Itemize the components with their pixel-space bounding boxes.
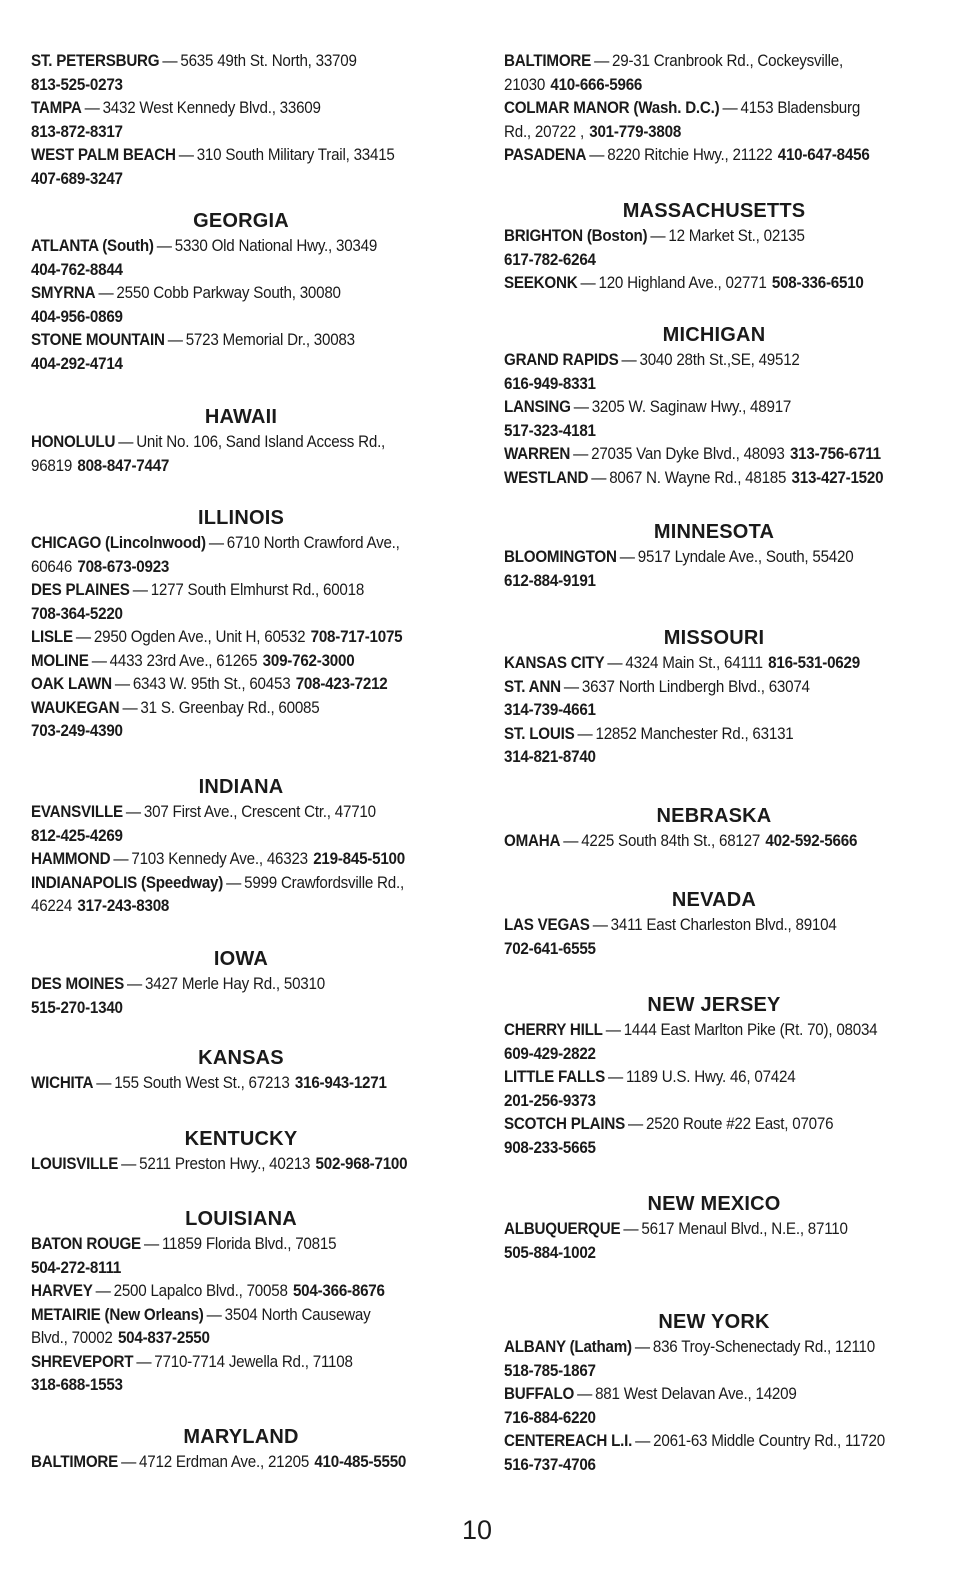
store-city: LISLE bbox=[31, 628, 73, 646]
store-address: 3427 Merle Hay Rd., 50310 bbox=[145, 975, 325, 993]
store-phone: 309-762-3000 bbox=[262, 651, 355, 670]
store-phone: 313-427-1520 bbox=[791, 468, 884, 487]
state-heading-louisiana: LOUISIANA bbox=[185, 1208, 297, 1230]
store-city: BRIGHTON (Boston) bbox=[504, 227, 648, 245]
dash-separator: — bbox=[208, 534, 224, 552]
store-listing-indianapolis-speedway bbox=[31, 872, 448, 919]
store-listing-colmar-manor-wash-d-c bbox=[504, 97, 921, 144]
store-city: ST. ANN bbox=[504, 677, 561, 696]
store-phone: 314-821-8740 bbox=[504, 748, 596, 766]
store-phone: 404-292-4714 bbox=[31, 354, 123, 373]
store-city: ST. PETERSBURG bbox=[31, 52, 160, 70]
store-listing-pasadena bbox=[504, 144, 921, 168]
store-listing-st-petersburg bbox=[31, 50, 448, 97]
store-address: 6343 W. 95th St., 60453 bbox=[132, 675, 291, 693]
store-city: SMYRNA bbox=[31, 284, 96, 302]
state-heading-kansas: KANSAS bbox=[198, 1047, 284, 1069]
dash-separator: — bbox=[118, 433, 134, 451]
state-heading-iowa: IOWA bbox=[213, 948, 269, 970]
dash-separator: — bbox=[650, 227, 666, 245]
store-address: 3411 East Charleston Blvd., 89104 bbox=[610, 916, 837, 934]
store-city: WARREN bbox=[504, 445, 571, 463]
dash-separator: — bbox=[563, 677, 579, 696]
store-listing-warren bbox=[504, 443, 921, 467]
store-listing-scotch-plains bbox=[504, 1113, 921, 1160]
dash-separator: — bbox=[608, 1068, 623, 1086]
store-phone: 518-785-1867 bbox=[504, 1361, 596, 1380]
dash-separator: — bbox=[573, 398, 589, 416]
state-heading-maryland: MARYLAND bbox=[183, 1426, 299, 1448]
store-address: 1277 South Elmhurst Rd., 60018 bbox=[150, 581, 365, 599]
store-listing-las-vegas bbox=[504, 914, 921, 961]
store-city: LOUISVILLE bbox=[31, 1155, 119, 1173]
store-address: 27035 Van Dyke Blvd., 48093 bbox=[591, 445, 785, 463]
store-phone: 316-943-1271 bbox=[294, 1074, 387, 1092]
store-city: DES PLAINES bbox=[31, 581, 130, 599]
store-address: 3504 North Causeway bbox=[224, 1305, 371, 1324]
store-phone: 301-779-3808 bbox=[589, 122, 682, 141]
store-address: 31 S. Greenbay Rd., 60085 bbox=[140, 698, 320, 717]
store-city: LITTLE FALLS bbox=[504, 1068, 605, 1086]
store-phone: 612-884-9191 bbox=[504, 571, 596, 590]
store-address: 4433 23rd Ave., 61265 bbox=[109, 651, 258, 670]
store-city: KANSAS CITY bbox=[504, 654, 605, 672]
dash-separator: — bbox=[206, 1305, 222, 1324]
store-address: 5999 Crawfordsville Rd., bbox=[244, 873, 404, 892]
store-city: DES MOINES bbox=[31, 975, 125, 993]
store-phone: 708-717-1075 bbox=[310, 628, 403, 646]
dash-separator: — bbox=[605, 1021, 621, 1039]
dash-separator: — bbox=[132, 581, 148, 599]
store-city: METAIRIE (New Orleans) bbox=[31, 1305, 204, 1324]
store-phone: 504-272-8111 bbox=[31, 1258, 122, 1277]
store-listing-seekonk bbox=[504, 272, 921, 296]
state-heading-new-jersey: NEW JERSEY bbox=[647, 994, 781, 1016]
store-phone: 616-949-8331 bbox=[504, 374, 596, 393]
store-listing-smyrna bbox=[31, 282, 448, 329]
dash-separator: — bbox=[577, 1385, 593, 1403]
store-phone: 708-673-0923 bbox=[77, 557, 170, 576]
dash-separator: — bbox=[178, 146, 194, 164]
store-city: BLOOMINGTON bbox=[504, 548, 617, 566]
store-listing-wichita bbox=[31, 1072, 448, 1096]
store-address: 3637 North Lindbergh Blvd., 63074 bbox=[581, 677, 810, 696]
dash-separator: — bbox=[125, 803, 141, 821]
store-address: 9517 Lyndale Ave., South, 55420 bbox=[637, 548, 854, 566]
store-city: ST. LOUIS bbox=[504, 724, 575, 743]
dash-separator: — bbox=[121, 1453, 137, 1471]
store-address: Unit No. 106, Sand Island Access Rd., bbox=[136, 433, 386, 451]
dash-separator: — bbox=[122, 698, 138, 717]
store-address: 7710-7714 Jewella Rd., 71108 bbox=[154, 1352, 353, 1371]
store-address-cont: 60646 bbox=[31, 557, 73, 576]
store-address: 1189 U.S. Hwy. 46, 07424 bbox=[625, 1068, 796, 1086]
store-city: OMAHA bbox=[504, 832, 561, 850]
store-city: EVANSVILLE bbox=[31, 803, 123, 821]
store-city: OAK LAWN bbox=[31, 675, 112, 693]
store-address-cont: Rd., 20722 , bbox=[504, 122, 584, 141]
dash-separator: — bbox=[226, 873, 242, 892]
store-listing-st-ann bbox=[504, 676, 921, 723]
dash-separator: — bbox=[114, 675, 130, 693]
store-listing-moline bbox=[31, 650, 448, 674]
dash-separator: — bbox=[589, 146, 605, 164]
store-address-cont: 21030 bbox=[504, 75, 546, 94]
dash-separator: — bbox=[563, 832, 579, 850]
store-address: 2061-63 Middle Country Rd., 11720 bbox=[653, 1432, 885, 1450]
store-phone: 813-872-8317 bbox=[31, 122, 123, 141]
store-phone: 716-884-6220 bbox=[504, 1408, 596, 1427]
store-listing-kansas-city bbox=[504, 652, 921, 676]
store-phone: 813-525-0273 bbox=[31, 75, 123, 94]
store-city: WICHITA bbox=[31, 1074, 94, 1092]
store-listing-oak-lawn bbox=[31, 673, 448, 697]
dash-separator: — bbox=[621, 351, 637, 369]
state-heading-hawaii: HAWAII bbox=[204, 406, 278, 428]
store-listing-chicago-lincolnwood bbox=[31, 532, 448, 579]
store-city: BALTIMORE bbox=[504, 52, 592, 70]
dash-separator: — bbox=[722, 99, 738, 117]
store-address: 155 South West St., 67213 bbox=[114, 1074, 290, 1092]
store-phone: 201-256-9373 bbox=[504, 1091, 596, 1110]
store-city: SHREVEPORT bbox=[31, 1352, 134, 1371]
store-phone: 609-429-2822 bbox=[504, 1044, 596, 1063]
dash-separator: — bbox=[594, 52, 610, 70]
store-city: HARVEY bbox=[31, 1282, 93, 1300]
dash-separator: — bbox=[592, 916, 608, 934]
store-address: 8067 N. Wayne Rd., 48185 bbox=[609, 468, 787, 487]
store-phone: 516-737-4706 bbox=[504, 1455, 596, 1474]
page-number: 10 bbox=[461, 1515, 493, 1545]
store-address-cont: Blvd., 70002 bbox=[31, 1329, 113, 1347]
store-address: 4153 Bladensburg bbox=[740, 99, 861, 117]
store-city: LAS VEGAS bbox=[504, 916, 590, 934]
state-heading-new-york: NEW YORK bbox=[658, 1311, 770, 1333]
state-heading-indiana: INDIANA bbox=[198, 776, 284, 798]
store-city: BALTIMORE bbox=[31, 1453, 119, 1471]
store-address: 1444 East Marlton Pike (Rt. 70), 08034 bbox=[623, 1021, 878, 1039]
store-phone: 515-270-1340 bbox=[31, 998, 123, 1017]
store-listing-lansing bbox=[504, 396, 921, 443]
store-phone: 517-323-4181 bbox=[504, 421, 596, 440]
store-phone: 502-968-7100 bbox=[315, 1155, 408, 1173]
dash-separator: — bbox=[167, 331, 183, 349]
store-phone: 313-756-6711 bbox=[789, 445, 881, 463]
store-listing-baltimore bbox=[504, 50, 921, 97]
dash-separator: — bbox=[84, 99, 100, 117]
store-city: WAUKEGAN bbox=[31, 698, 120, 717]
store-address: 836 Troy-Schenectady Rd., 12110 bbox=[652, 1338, 875, 1356]
dash-separator: — bbox=[573, 445, 589, 463]
state-heading-kentucky: KENTUCKY bbox=[184, 1128, 298, 1150]
dash-separator: — bbox=[635, 1432, 651, 1450]
dash-separator: — bbox=[577, 724, 593, 743]
store-listing-centereach-l-i bbox=[504, 1430, 921, 1477]
store-address: 5723 Memorial Dr., 30083 bbox=[185, 331, 355, 349]
store-address: 5211 Preston Hwy., 40213 bbox=[139, 1155, 311, 1173]
store-address: 2520 Route #22 East, 07076 bbox=[646, 1115, 834, 1133]
state-heading-georgia: GEORGIA bbox=[193, 210, 289, 232]
store-phone: 402-592-5666 bbox=[765, 832, 858, 850]
store-city: WESTLAND bbox=[504, 468, 589, 487]
store-city: STONE MOUNTAIN bbox=[31, 331, 165, 349]
store-listing-waukegan bbox=[31, 697, 448, 744]
state-heading-illinois: ILLINOIS bbox=[197, 507, 285, 529]
store-city: CENTEREACH L.I. bbox=[504, 1432, 633, 1450]
store-city: COLMAR MANOR (Wash. D.C.) bbox=[504, 99, 720, 117]
dash-separator: — bbox=[95, 1282, 111, 1300]
store-listing-buffalo bbox=[504, 1383, 921, 1430]
state-heading-nevada: NEVADA bbox=[671, 889, 757, 911]
dash-separator: — bbox=[121, 1155, 137, 1173]
store-city: WEST PALM BEACH bbox=[31, 146, 176, 164]
state-heading-massachusetts: MASSACHUSETTS bbox=[622, 200, 806, 222]
store-phone: 410-666-5966 bbox=[550, 75, 643, 94]
state-heading-missouri: MISSOURI bbox=[663, 627, 765, 649]
store-phone: 708-364-5220 bbox=[31, 604, 123, 623]
dash-separator: — bbox=[98, 284, 114, 302]
store-city: PASADENA bbox=[504, 146, 587, 164]
store-listing-stone-mountain bbox=[31, 329, 448, 376]
state-heading-michigan: MICHIGAN bbox=[662, 324, 766, 346]
store-listing-cherry-hill bbox=[504, 1019, 921, 1066]
dash-separator: — bbox=[156, 237, 172, 255]
dash-separator: — bbox=[607, 654, 623, 672]
store-listing-baton-rouge bbox=[31, 1233, 448, 1280]
store-city: CHERRY HILL bbox=[504, 1021, 603, 1039]
store-phone: 703-249-4390 bbox=[31, 722, 123, 740]
store-city: ALBANY (Latham) bbox=[504, 1338, 632, 1356]
dash-separator: — bbox=[634, 1338, 650, 1356]
store-address: 881 West Delavan Ave., 14209 bbox=[595, 1385, 797, 1403]
store-phone: 314-739-4661 bbox=[504, 701, 596, 719]
store-phone: 219-845-5100 bbox=[313, 850, 405, 868]
dash-separator: — bbox=[136, 1352, 152, 1371]
store-listing-honolulu bbox=[31, 431, 448, 478]
store-address: 4712 Erdman Ave., 21205 bbox=[139, 1453, 310, 1471]
dash-separator: — bbox=[619, 548, 635, 566]
store-address: 3040 28th St.,SE, 49512 bbox=[639, 351, 800, 369]
store-phone: 407-689-3247 bbox=[31, 169, 123, 188]
store-listing-baltimore bbox=[31, 1451, 448, 1475]
store-listing-shreveport bbox=[31, 1351, 448, 1398]
store-listing-harvey bbox=[31, 1280, 448, 1304]
store-phone: 504-366-8676 bbox=[292, 1282, 385, 1300]
store-address: 3205 W. Saginaw Hwy., 48917 bbox=[591, 398, 792, 416]
store-address: 5617 Menaul Blvd., N.E., 87110 bbox=[641, 1220, 848, 1238]
state-heading-minnesota: MINNESOTA bbox=[653, 521, 775, 543]
store-city: HONOLULU bbox=[31, 433, 116, 451]
store-listing-des-plaines bbox=[31, 579, 448, 626]
store-phone: 504-837-2550 bbox=[117, 1329, 210, 1347]
dash-separator: — bbox=[580, 274, 596, 292]
store-listing-albuquerque bbox=[504, 1218, 921, 1265]
store-phone: 318-688-1553 bbox=[31, 1376, 123, 1394]
store-city: BUFFALO bbox=[504, 1385, 575, 1403]
store-address: 4324 Main St., 64111 bbox=[625, 654, 763, 672]
state-heading-new-mexico: NEW MEXICO bbox=[647, 1193, 781, 1215]
dash-separator: — bbox=[628, 1115, 643, 1133]
store-listing-brighton-boston bbox=[504, 225, 921, 272]
store-listing-little-falls bbox=[504, 1066, 921, 1113]
store-address: 4225 South 84th St., 68127 bbox=[581, 832, 761, 850]
store-listing-albany-latham bbox=[504, 1336, 921, 1383]
store-city: LANSING bbox=[504, 398, 571, 416]
store-phone: 508-336-6510 bbox=[771, 274, 864, 292]
dash-separator: — bbox=[75, 628, 91, 646]
store-city: CHICAGO (Lincolnwood) bbox=[31, 534, 206, 552]
store-listing-grand-rapids bbox=[504, 349, 921, 396]
store-address-cont: 46224 bbox=[31, 897, 73, 915]
store-address: 3432 West Kennedy Blvd., 33609 bbox=[102, 99, 321, 117]
store-city: GRAND RAPIDS bbox=[504, 351, 619, 369]
store-phone: 317-243-8308 bbox=[77, 897, 170, 915]
dash-separator: — bbox=[91, 651, 107, 670]
dash-separator: — bbox=[113, 850, 129, 868]
store-city: HAMMOND bbox=[31, 850, 111, 868]
store-phone: 410-647-8456 bbox=[777, 146, 870, 164]
store-city: SEEKONK bbox=[504, 274, 578, 292]
dash-separator: — bbox=[143, 1235, 159, 1253]
store-listing-hammond bbox=[31, 848, 448, 872]
store-listing-tampa bbox=[31, 97, 448, 144]
store-phone: 908-233-5665 bbox=[504, 1138, 596, 1157]
store-city: TAMPA bbox=[31, 99, 82, 117]
store-address: 307 First Ave., Crescent Ctr., 47710 bbox=[143, 803, 376, 821]
store-address: 5635 49th St. North, 33709 bbox=[180, 52, 357, 70]
dash-separator: — bbox=[623, 1220, 639, 1238]
store-address: 12852 Manchester Rd., 63131 bbox=[595, 724, 794, 743]
store-address: 12 Market St., 02135 bbox=[668, 227, 805, 245]
dash-separator: — bbox=[127, 975, 143, 993]
store-listing-st-louis bbox=[504, 723, 921, 770]
store-city: ATLANTA (South) bbox=[31, 237, 154, 255]
store-city: INDIANAPOLIS (Speedway) bbox=[31, 873, 224, 892]
store-address: 2550 Cobb Parkway South, 30080 bbox=[116, 284, 341, 302]
store-phone: 702-641-6555 bbox=[504, 939, 596, 958]
store-listing-bloomington bbox=[504, 546, 921, 593]
store-city: MOLINE bbox=[31, 651, 89, 670]
store-phone: 404-956-0869 bbox=[31, 307, 123, 326]
store-address: 2500 Lapalco Blvd., 70058 bbox=[113, 1282, 288, 1300]
store-listing-evansville bbox=[31, 801, 448, 848]
store-address: 2950 Ogden Ave., Unit H, 60532 bbox=[93, 628, 306, 646]
store-address: 7103 Kennedy Ave., 46323 bbox=[131, 850, 308, 868]
store-address: 29-31 Cranbrook Rd., Cockeysville, bbox=[612, 52, 844, 70]
store-address: 6710 North Crawford Ave., bbox=[226, 534, 400, 552]
store-listing-westland bbox=[504, 467, 921, 491]
store-phone: 404-762-8844 bbox=[31, 260, 123, 279]
store-address: 120 Highland Ave., 02771 bbox=[598, 274, 767, 292]
store-phone: 617-782-6264 bbox=[504, 250, 596, 269]
state-heading-nebraska: NEBRASKA bbox=[656, 805, 772, 827]
store-phone: 808-847-7447 bbox=[77, 456, 170, 475]
store-city: ALBUQUERQUE bbox=[504, 1220, 621, 1238]
store-listing-des-moines bbox=[31, 973, 448, 1020]
dash-separator: — bbox=[162, 52, 178, 70]
store-listing-west-palm-beach bbox=[31, 144, 448, 191]
store-address: 8220 Ritchie Hwy., 21122 bbox=[607, 146, 773, 164]
dash-separator: — bbox=[96, 1074, 112, 1092]
store-phone: 816-531-0629 bbox=[768, 654, 860, 672]
store-address: 11859 Florida Blvd., 70815 bbox=[161, 1235, 337, 1253]
store-listing-lisle bbox=[31, 626, 448, 650]
store-city: SCOTCH PLAINS bbox=[504, 1115, 625, 1133]
store-address: 310 South Military Trail, 33415 bbox=[196, 146, 395, 164]
store-listing-louisville bbox=[31, 1153, 448, 1177]
dash-separator: — bbox=[591, 468, 607, 487]
store-phone: 708-423-7212 bbox=[295, 675, 388, 693]
store-listing-atlanta-south bbox=[31, 235, 448, 282]
store-listing-metairie-new-orleans bbox=[31, 1304, 448, 1351]
store-address-cont: 96819 bbox=[31, 456, 73, 475]
store-phone: 812-425-4269 bbox=[31, 826, 123, 845]
store-address: 5330 Old National Hwy., 30349 bbox=[174, 237, 378, 255]
store-listing-omaha bbox=[504, 830, 921, 854]
store-phone: 505-884-1002 bbox=[504, 1243, 596, 1262]
store-city: BATON ROUGE bbox=[31, 1235, 141, 1253]
store-phone: 410-485-5550 bbox=[314, 1453, 407, 1471]
